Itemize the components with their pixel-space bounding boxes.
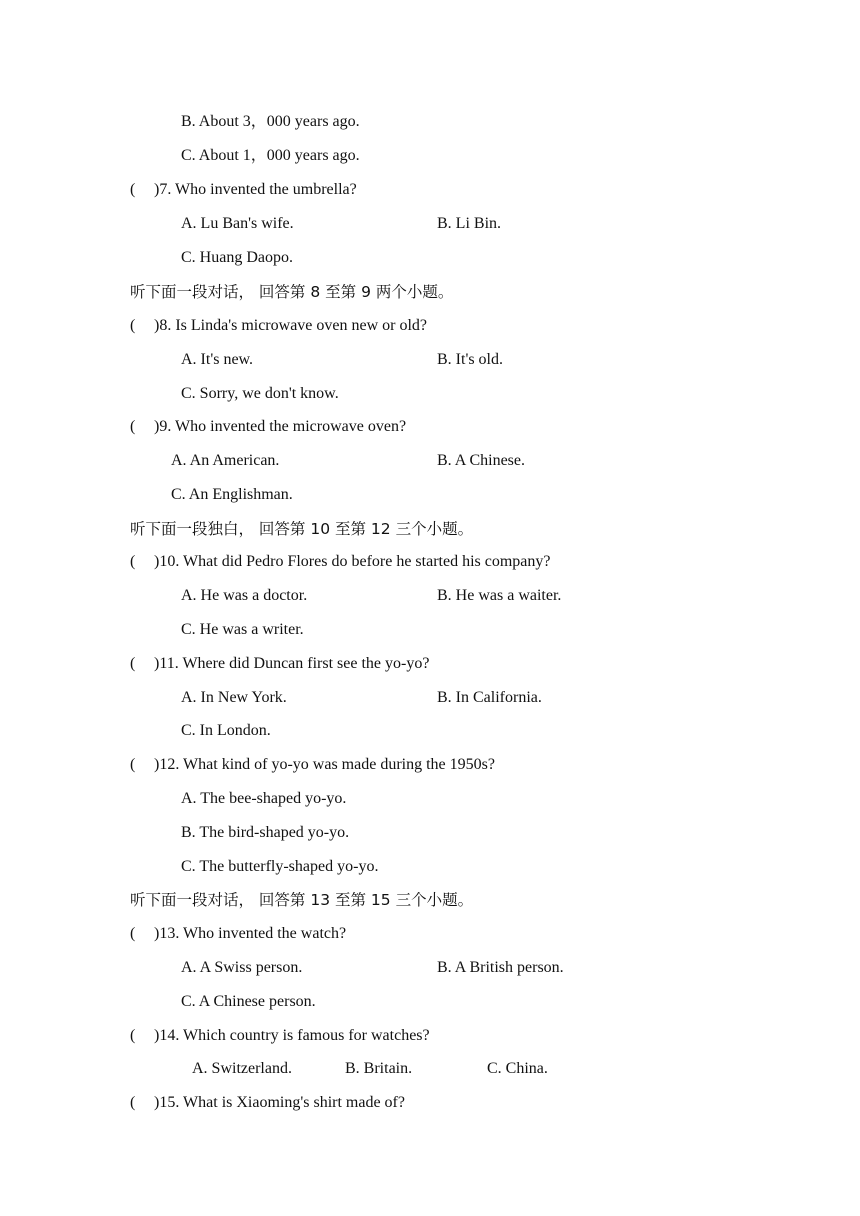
q13-option-c: C. A Chinese person. — [181, 993, 316, 1010]
q11-option-b: B. In California. — [437, 689, 542, 706]
q8-option-c: C. Sorry, we don't know. — [181, 385, 339, 402]
answer-paren[interactable]: ( — [130, 181, 136, 198]
q12-option-c: C. The butterfly-shaped yo-yo. — [181, 858, 379, 875]
answer-paren[interactable]: ( — [130, 655, 136, 672]
question-text: )14. Which country is famous for watches? — [154, 1027, 430, 1044]
answer-paren[interactable]: ( — [130, 317, 136, 334]
q9-option-c: C. An Englishman. — [171, 486, 293, 503]
q8-option-a: A. It's new. — [181, 351, 254, 368]
q10-option-b: B. He was a waiter. — [437, 587, 562, 604]
answer-paren[interactable]: ( — [130, 1094, 136, 1111]
q13-option-a: A. A Swiss person. — [181, 959, 303, 976]
question-text: )7. Who invented the umbrella? — [154, 181, 357, 198]
question-13 — [130, 924, 346, 944]
question-text: )10. What did Pedro Flores do before he started his company? — [154, 553, 551, 570]
q7-option-b: B. Li Bin. — [437, 215, 502, 232]
q11-option-c: C. In London. — [181, 722, 271, 739]
question-9 — [130, 417, 406, 437]
instruction-13-15: 听下面一段对话， 回答第 13 至第 15 三个小题。 — [130, 891, 474, 909]
q8-option-b: B. It's old. — [437, 351, 503, 368]
question-15 — [130, 1093, 405, 1113]
question-text: )9. Who invented the microwave oven? — [154, 418, 407, 435]
question-text: )11. Where did Duncan first see the yo-yo? — [154, 655, 430, 672]
q11-option-a: A. In New York. — [181, 689, 287, 706]
question-text: )8. Is Linda's microwave oven new or old? — [154, 317, 428, 334]
q14-option-a: A. Switzerland. — [192, 1060, 292, 1077]
question-10 — [130, 552, 551, 572]
answer-paren[interactable]: ( — [130, 418, 136, 435]
q9-option-a: A. An American. — [171, 452, 280, 469]
q9-option-b: B. A Chinese. — [437, 452, 526, 469]
instruction-8-9: 听下面一段对话， 回答第 8 至第 9 两个小题。 — [130, 283, 454, 301]
answer-paren[interactable]: ( — [130, 553, 136, 570]
q7-option-a: A. Lu Ban's wife. — [181, 215, 294, 232]
question-text: )15. What is Xiaoming's shirt made of? — [154, 1094, 405, 1111]
q13-option-b: B. A British person. — [437, 959, 564, 976]
q12-option-b: B. The bird-shaped yo-yo. — [181, 824, 350, 841]
q14-option-b: B. Britain. — [345, 1060, 413, 1077]
question-8 — [130, 316, 427, 336]
instruction-10-12: 听下面一段独白， 回答第 10 至第 12 三个小题。 — [130, 520, 474, 538]
q14-option-c: C. China. — [487, 1060, 548, 1077]
question-14 — [130, 1026, 430, 1046]
q7-option-c: C. Huang Daopo. — [181, 249, 293, 266]
q10-option-a: A. He was a doctor. — [181, 587, 308, 604]
q6-option-b: B. About 3，000 years ago. — [181, 113, 360, 130]
q10-option-c: C. He was a writer. — [181, 621, 304, 638]
q6-option-c: C. About 1，000 years ago. — [181, 147, 360, 164]
question-12 — [130, 755, 495, 775]
question-text: )13. Who invented the watch? — [154, 925, 347, 942]
question-7 — [130, 180, 357, 200]
answer-paren[interactable]: ( — [130, 756, 136, 773]
question-11 — [130, 654, 429, 674]
answer-paren[interactable]: ( — [130, 1027, 136, 1044]
q12-option-a: A. The bee-shaped yo-yo. — [181, 790, 347, 807]
answer-paren[interactable]: ( — [130, 925, 136, 942]
question-text: )12. What kind of yo-yo was made during the 1950s? — [154, 756, 495, 773]
